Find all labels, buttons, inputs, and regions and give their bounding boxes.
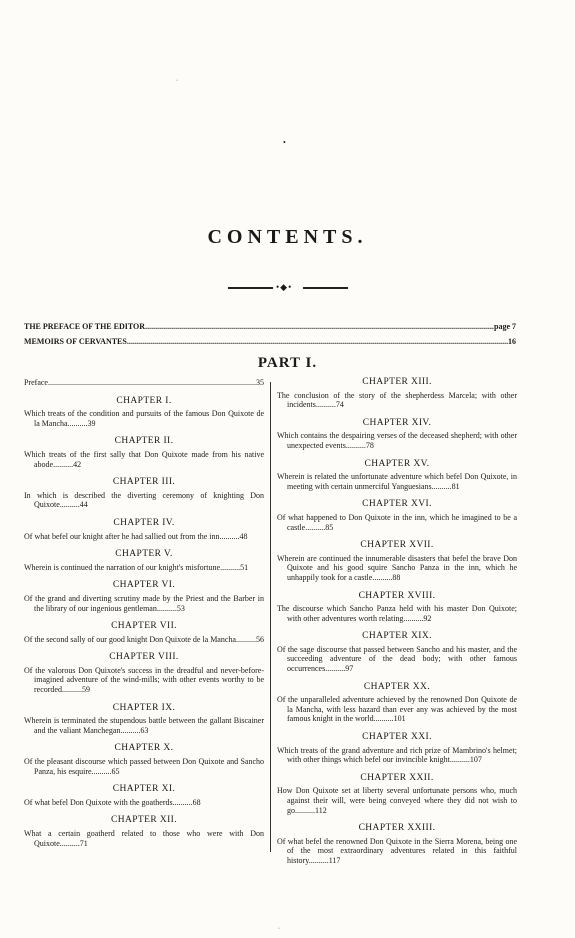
chapter-heading: CHAPTER II.: [114, 436, 174, 447]
chapter-text: Of the pleasant discourse which passed between Don Quixote and Sancho Panza, his esquire: [24, 757, 264, 776]
column-divider: [270, 382, 271, 852]
toc-page: 51: [240, 562, 249, 572]
toc-entry-chapter[interactable]: [24, 744, 264, 776]
chapter-description: [277, 472, 517, 491]
toc-entry-chapter[interactable]: [24, 704, 264, 736]
toc-page: 74: [335, 400, 344, 410]
toc-page: 85: [325, 522, 334, 532]
toc-entry-chapter[interactable]: [24, 816, 264, 848]
leader-dots: [48, 378, 256, 388]
chapter-heading: CHAPTER IX.: [112, 702, 176, 713]
chapter-text: Of what befel our knight after he had sallied out from the inn: [24, 531, 220, 541]
print-speck: ·: [176, 78, 178, 84]
chapter-description: [277, 391, 517, 410]
chapter-text: Which contains the despairing verses of the deceased shepherd; with other unexpected events: [277, 431, 517, 450]
toc-page: 42: [73, 459, 82, 469]
chapter-text: How Don Quixote set at liberty several unfortunate persons who, much against their will, were being conveyed where they did not wish to go: [277, 786, 517, 815]
print-speck: •: [283, 138, 286, 147]
leader-dots: ..........: [235, 634, 256, 644]
chapter-heading: CHAPTER XIII.: [362, 377, 432, 387]
chapter-text: Wherein is terminated the stupendous battle between the gallant Biscainer and the valiant Manchegan: [24, 716, 264, 735]
toc-entry-chapter[interactable]: [24, 581, 264, 613]
chapter-heading: CHAPTER XII.: [110, 815, 178, 826]
toc-left-column: [24, 378, 264, 851]
chapter-text: Of what befel Don Quixote with the goatherds: [24, 797, 173, 807]
toc-entry-chapter[interactable]: [24, 397, 264, 429]
chapter-heading: CHAPTER XX.: [363, 681, 431, 692]
leader-dots: ..........: [53, 459, 74, 469]
chapter-text: The conclusion of the story of the shepherdess Marcela; with other incidents: [277, 390, 517, 410]
chapter-heading: CHAPTER XV.: [364, 458, 430, 469]
toc-label: MEMOIRS OF CERVANTES: [24, 337, 127, 346]
leader-dots: ..........: [172, 797, 193, 807]
chapter-text: Of what happened to Don Quixote in the inn, which he imagined to be a castle: [277, 512, 517, 532]
chapter-description: [24, 563, 264, 573]
chapter-description: [24, 635, 264, 645]
chapter-heading: CHAPTER XI.: [112, 784, 176, 795]
chapter-heading: CHAPTER VIII.: [109, 652, 179, 663]
toc-page: 112: [315, 805, 327, 815]
toc-entry-chapter[interactable]: [277, 419, 517, 451]
toc-page: 107: [469, 755, 482, 765]
chapter-description: [277, 604, 517, 623]
chapter-heading: CHAPTER I.: [116, 395, 172, 406]
chapter-description: [24, 798, 264, 808]
chapter-description: [24, 409, 264, 428]
toc-page: 101: [393, 714, 406, 724]
chapter-description: [24, 666, 264, 695]
toc-page: 63: [140, 725, 149, 735]
toc-entry-chapter[interactable]: [24, 653, 264, 694]
leader-dots: ..........: [315, 400, 336, 410]
leader-dots: ..........: [373, 714, 394, 724]
chapter-heading: CHAPTER VI.: [112, 580, 176, 591]
toc-entry-chapter[interactable]: [24, 519, 264, 541]
chapter-heading: CHAPTER XXI.: [362, 732, 432, 743]
toc-page: 88: [392, 572, 401, 582]
toc-page: 81: [451, 481, 460, 491]
chapter-text: Of the valorous Don Quixote's success in the dreadful and never-before-imagined adventure of the wind-mills; with other events worthy to be recorded: [24, 665, 264, 695]
chapter-text: Wherein is related the unfortunate adventure which befel Don Quixote, in meeting with certain unmerciful Yanguesians: [277, 472, 517, 491]
chapter-text: In which is described the diverting ceremony of knighting Don Quixote: [24, 490, 264, 510]
chapter-text: Of the grand and diverting scrutiny made by the Priest and the Barber in the library of our ingenious gentleman: [24, 593, 264, 613]
toc-entry-chapter[interactable]: [277, 460, 517, 492]
toc-page: 35: [256, 378, 264, 387]
toc-entry-chapter[interactable]: [277, 774, 517, 815]
chapter-text: Which treats of the first sally that Don Quixote made from his native abode: [24, 449, 264, 469]
leader-dots: ..........: [59, 838, 80, 848]
toc-entry-chapter[interactable]: [24, 622, 264, 644]
leader-dots: ..........: [308, 855, 329, 865]
toc-page: 65: [111, 766, 120, 776]
chapter-description: [277, 431, 517, 450]
leader-dots: [145, 322, 494, 331]
toc-page: 92: [423, 613, 432, 623]
chapter-description: [277, 513, 517, 532]
toc-entry-chapter[interactable]: [24, 437, 264, 469]
leader-dots: ..........: [431, 481, 452, 491]
toc-page: 48: [239, 531, 248, 541]
leader-dots: ..........: [305, 522, 326, 532]
toc-right-column: [277, 378, 517, 869]
leader-dots: ..........: [61, 685, 82, 695]
chapter-heading: CHAPTER X.: [114, 743, 174, 754]
chapter-description: [24, 829, 264, 848]
chapter-heading: CHAPTER VII.: [111, 621, 177, 632]
chapter-description: [24, 716, 264, 735]
leader-dots: ..........: [449, 755, 470, 765]
chapter-text: Which treats of the condition and pursuits of the famous Don Quixote de la Mancha: [24, 409, 264, 428]
leader-dots: ..........: [59, 500, 80, 510]
ornament-icon: •◆•: [276, 282, 293, 292]
toc-page: 56: [255, 634, 264, 644]
chapter-text: Wherein are continued the innumerable disasters that befel the brave Don Quixote and his good squire Sancho Panza in the inn, which he unhappily took for a castle: [277, 553, 517, 582]
leader-dots: ..........: [295, 805, 315, 815]
chapter-heading: CHAPTER IV.: [113, 517, 175, 528]
toc-page: page 7: [494, 322, 516, 331]
ornament-divider: [228, 282, 348, 292]
leader-dots: ..........: [91, 766, 112, 776]
chapter-heading: CHAPTER III.: [112, 477, 176, 488]
toc-page: 117: [328, 855, 341, 865]
chapter-text: Wherein is continued the narration of our knight's misfortune: [24, 562, 221, 572]
leader-dots: ..........: [156, 603, 177, 613]
toc-entry-chapter[interactable]: [277, 378, 517, 410]
toc-label: THE PREFACE OF THE EDITOR: [24, 322, 146, 331]
leader-dots: [127, 337, 508, 346]
chapter-description: [277, 554, 517, 583]
leader-dots: ..........: [345, 440, 366, 450]
toc-page: 44: [79, 500, 88, 510]
toc-page: 78: [365, 440, 374, 450]
chapter-heading: CHAPTER XXIII.: [358, 823, 436, 834]
chapter-text: Which treats of the grand adventure and rich prize of Mambrino's helmet; with other things which befel our invincible knight: [277, 745, 517, 765]
chapter-description: [24, 532, 264, 542]
chapter-heading: CHAPTER XVII.: [360, 540, 434, 551]
toc-entry-preface-editor[interactable]: [24, 322, 516, 331]
chapter-description: [277, 786, 517, 815]
toc-page: 39: [87, 418, 96, 428]
toc-page: 16: [508, 337, 516, 346]
toc-entry-chapter[interactable]: [277, 733, 517, 765]
chapter-text: Of the second sally of our good knight Don Quixote de la Mancha: [24, 634, 236, 644]
chapter-heading: CHAPTER V.: [115, 549, 173, 560]
leader-dots: ..........: [325, 664, 346, 674]
chapter-heading: CHAPTER XVIII.: [358, 590, 436, 601]
chapter-description: [24, 757, 264, 776]
toc-entry-chapter[interactable]: [277, 683, 517, 724]
toc-entry-chapter[interactable]: [277, 541, 517, 582]
toc-entry-memoirs[interactable]: [24, 337, 516, 346]
leader-dots: ..........: [372, 572, 393, 582]
chapter-heading: CHAPTER XIV.: [362, 417, 432, 428]
print-speck: ·: [278, 926, 280, 932]
chapter-description: [277, 695, 517, 724]
toc-page: 68: [192, 797, 201, 807]
leader-dots: ..........: [220, 562, 241, 572]
toc-entry-chapter[interactable]: [24, 785, 264, 807]
chapter-description: [277, 837, 517, 866]
toc-entry-preface[interactable]: [24, 378, 264, 388]
chapter-description: [24, 491, 264, 510]
leader-dots: ..........: [67, 418, 88, 428]
page-title: CONTENTS.: [207, 226, 368, 248]
toc-entry-chapter[interactable]: [24, 550, 264, 572]
toc-entry-chapter[interactable]: [277, 824, 517, 865]
toc-page: 97: [345, 664, 354, 674]
chapter-description: [277, 746, 517, 765]
chapter-text: The discourse which Sancho Panza held with his master Don Quixote; with other adventures worth relating: [277, 604, 517, 623]
toc-entry-chapter[interactable]: [277, 500, 517, 532]
toc-label: Preface: [24, 378, 48, 387]
chapter-description: [277, 645, 517, 674]
toc-page: 53: [176, 603, 185, 613]
toc-entry-chapter[interactable]: [277, 632, 517, 673]
chapter-text: Of the unparalleled adventure achieved by the renowned Don Quixote de la Mancha, with less hazard than ever any was achieved by the most famous knight in the world: [277, 695, 517, 724]
toc-entry-chapter[interactable]: [24, 478, 264, 510]
leader-dots: ..........: [403, 613, 424, 623]
toc-entry-chapter[interactable]: [277, 592, 517, 624]
chapter-heading: CHAPTER XVI.: [362, 499, 432, 510]
chapter-text: Of the sage discourse that passed between Sancho and his master, and the succeeding adventure of the dead body; with other famous occurrences: [277, 644, 517, 674]
toc-page: 59: [81, 685, 90, 695]
chapter-heading: CHAPTER XXII.: [360, 772, 434, 783]
toc-page: 71: [79, 838, 88, 848]
leader-dots: ..........: [219, 531, 240, 541]
chapter-text: Of what befel the renowned Don Quixote in the Sierra Morena, being one of the most extraordinary adventures related in this faithful history: [277, 836, 517, 865]
chapter-description: [24, 450, 264, 469]
part-heading: PART I.: [257, 355, 318, 371]
chapter-text: What a certain goatherd related to those who were with Don Quixote: [24, 829, 264, 848]
leader-dots: ..........: [120, 725, 141, 735]
chapter-heading: CHAPTER XIX.: [362, 631, 432, 642]
chapter-description: [24, 594, 264, 613]
